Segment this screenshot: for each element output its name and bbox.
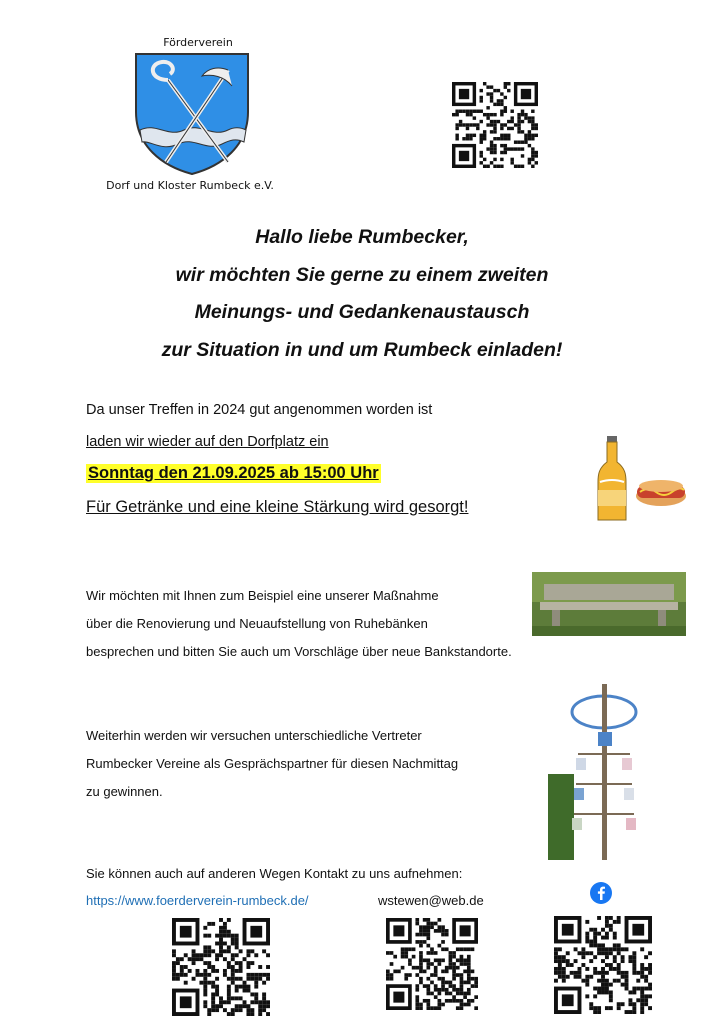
invite-line-4: Für Getränke und eine kleine Stärkung wird gesorgt! bbox=[86, 498, 469, 516]
bench-photo bbox=[532, 572, 686, 641]
clubs-line-1: Weiterhin werden wir versuchen unterschiedliche Vertreter bbox=[86, 728, 422, 743]
headline-line-1: Hallo liebe Rumbecker, bbox=[255, 226, 469, 248]
headline-line-4: zur Situation in und um Rumbeck einladen! bbox=[161, 339, 563, 361]
org-name-bottom: Dorf und Kloster Rumbeck e.V. bbox=[106, 179, 274, 192]
email-address[interactable]: wstewen@web.de bbox=[378, 893, 484, 908]
headline-line-2: wir möchten Sie gerne zu einem zweiten bbox=[175, 264, 549, 286]
headline-line-3: Meinungs- und Gedankenaustausch bbox=[194, 301, 530, 323]
event-date: Sonntag den 21.09.2025 ab 15:00 Uhr bbox=[88, 464, 379, 482]
facebook-icon[interactable] bbox=[590, 882, 612, 904]
invite-line-1: Da unser Treffen in 2024 gut angenommen worden ist bbox=[86, 402, 433, 418]
crest-icon bbox=[132, 50, 264, 183]
beer-bottle-icon bbox=[596, 434, 628, 529]
bench-line-1: Wir möchten mit Ihnen zum Beispiel eine unserer Maßnahme bbox=[86, 588, 439, 603]
qr-code-website bbox=[172, 918, 270, 1016]
qr-code-email bbox=[386, 918, 478, 1010]
bench-line-2: über die Renovierung und Neuaufstellung von Ruhebänken bbox=[86, 616, 428, 631]
maypole-photo bbox=[548, 684, 664, 865]
clubs-line-3: zu gewinnen. bbox=[86, 784, 163, 799]
hotdog-icon bbox=[634, 476, 688, 513]
clubs-line-2: Rumbecker Vereine als Gesprächspartner für diesen Nachmittag bbox=[86, 756, 459, 771]
qr-code-facebook bbox=[554, 916, 652, 1014]
qr-code-top bbox=[452, 82, 538, 168]
invite-line-2: laden wir wieder auf den Dorfplatz ein bbox=[86, 434, 329, 450]
org-name-top: Förderverein bbox=[163, 36, 233, 49]
contact-intro: Sie können auch auf anderen Wegen Kontakt zu uns aufnehmen: bbox=[86, 866, 463, 881]
bench-line-3: besprechen und bitten Sie auch um Vorschläge über neue Bankstandorte. bbox=[86, 644, 512, 659]
website-link[interactable]: https://www.foerderverein-rumbeck.de/ bbox=[86, 893, 309, 908]
